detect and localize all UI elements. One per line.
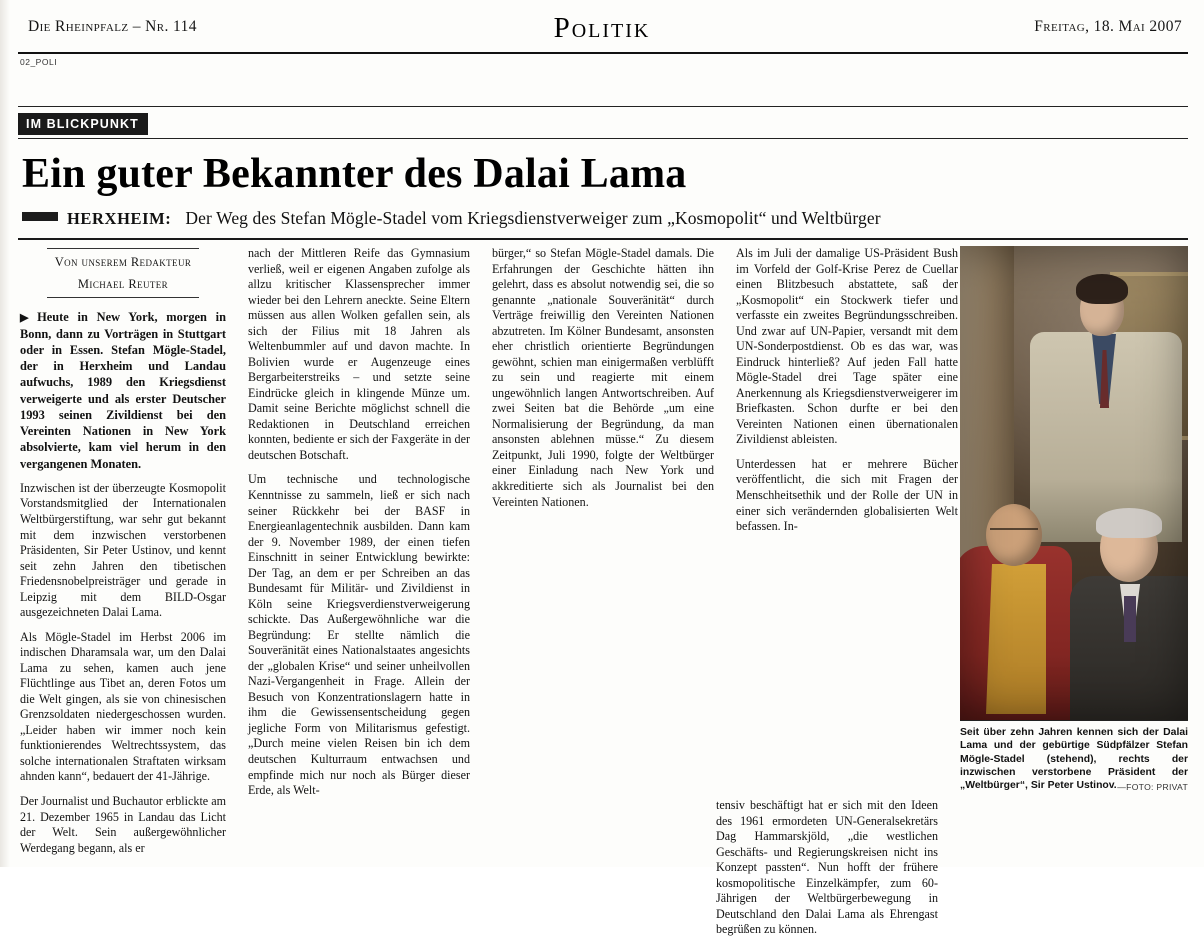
paragraph: Als im Juli der damalige US-Präsident Bush im Vorfeld der Golf-Krise Perez de Cuellar einen Blitzbesuch abstattete, saß der „Kosmopolit“ ein Stockwerk tiefer und verfasste ein zweites Begründungsschreiben. Und zwar auf UN-Papier, versandt mit dem UN-Sonderpostdienst. Ob es das war, was Eindruck hinterließ? Auf jeden Fall hatte Mögle-Stadel drei Tage später eine Anerkennung als Kriegsdienstverweigerer im Briefkasten. Schon durfte er bei den Vereinten Nationen einen übernationalen Zivildienst ableisten. bbox=[736, 246, 958, 447]
subhead: Der Weg des Stefan Mögle-Stadel vom Kriegsdienstverweiger zum „Kosmopolit“ und Weltbürger bbox=[185, 208, 881, 228]
byline-author: Michael Reuter bbox=[77, 276, 169, 291]
masthead-rule bbox=[18, 52, 1188, 54]
photo-credit: —FOTO: PRIVAT bbox=[1117, 782, 1188, 792]
section-label: IM BLICKPUNKT bbox=[18, 113, 148, 135]
lead-text: Heute in New York, morgen in Bonn, dann zu Vorträgen in Stuttgart oder in Essen. Stefan Mögle-Stadel, der in Herxheim und Landau aufwuchs, 1989 den Kriegsdienst verweigerte und als erster Deutscher 1993 seinen Zivildienst bei den Vereinten Nationen in New York absolvierte, kam viel herum in den vergangenen Monaten. bbox=[20, 310, 226, 471]
byline-role: Von unserem Redakteur bbox=[54, 255, 192, 269]
paragraph: Der Journalist und Buchautor erblickte am 21. Dezember 1965 in Landau das Licht der Welt. Sein außergewöhnlicher Werdegang begann, als er bbox=[20, 794, 226, 855]
dateline: HERXHEIM: bbox=[67, 209, 172, 228]
lead-paragraph bbox=[20, 309, 226, 472]
photo-caption: Seit über zehn Jahren kennen sich der Dalai Lama und der gebürtige Südpfälzer Stefan Mögle-Stadel (stehend), rechts der inzwischen verstorbene Präsident der „Weltbürger“, Sir Peter Ustinov. bbox=[960, 727, 1188, 792]
paragraph: Um technische und technologische Kenntnisse zu sammeln, ließ er sich nach seiner Rückkehr bei der BASF in Energieanlagentechnik ausbilden. Dann kam der 9. November 1989, der einen tiefen Einschnitt in seiner Entwicklung bewirkte: Der Tag, an dem er per Schreiben an das Bundesamt für Militär- und Zivildienst in Köln seine Kriegsverdienstverweigerung schickte. Das Außergewöhnliche war die Begründung: Er stellte nämlich die Souveränität eines Nationalstaates angesichts der „globalen Krise“ und seiner unheilvollen Nazi-Vergangenheit in Frage. Allein der Besuch von Konzentrationslagern hatte in ihm die Gewissensentscheidung gegen jegliche Form von Militarismus gefestigt. „Durch meine vielen Reisen bin ich dem deutschen Kulturraum entwachsen und empfinde mich nur noch als Bürger dieser Erde, als Welt- bbox=[248, 472, 470, 798]
page-code: 02_POLI bbox=[20, 57, 58, 67]
paragraph: tensiv beschäftigt hat er sich mit den Ideen des 1961 ermordeten UN-Generalsekretärs Dag Hammarskjöld, „die westlichen Geschäfts- und Regierungskreisen nicht ins Konzept passten“. Nun hofft der frühere kosmopolitische Einzelkämpfer, zum 60-Jährigen der Weltbürgerbewegung in Deutschland den Dalai Lama als Ehrengast begrüßen zu können. bbox=[716, 798, 938, 937]
section-rule-bottom bbox=[18, 138, 1188, 139]
column-4-bottom bbox=[716, 798, 938, 938]
subhead-rule bbox=[18, 238, 1188, 240]
byline-rule-bottom bbox=[47, 297, 199, 298]
article-photo bbox=[960, 246, 1188, 720]
masthead-issue: Die Rheinpfalz – Nr. 114 bbox=[28, 18, 197, 35]
column-3 bbox=[492, 246, 714, 519]
subhead-row bbox=[22, 208, 1187, 234]
paragraph: bürger,“ so Stefan Mögle-Stadel damals. Die Erfahrungen der Geschichte hätten ihn gelehrt, dass es absolut notwendig sei, die so genannte „nationale Souveränität“ durch Verträge freiwillig den Vereinten Nationen abzutreten. Im Kölner Bundesamt, ansonsten eher christlich orientierte Begründungen gewöhnt, schien man einigermaßen verblüfft zu sein und reagierte mit einem ungewöhnlich langen Antwortschreiben. Auf zwei Seiten bat die Behörde „um eine Normalisierung der Begründung, da man ansonsten ablehnen müsse.“ Zu diesem Zeitpunkt, Juli 1990, folgte der Weltbürger einer Einladung nach New York und akkreditierte sich als Journalist bei den Vereinten Nationen. bbox=[492, 246, 714, 509]
article-body-bottom bbox=[716, 798, 1188, 937]
photo-image bbox=[960, 246, 1188, 720]
paragraph: nach der Mittleren Reife das Gymnasium verließ, weil er eigenen Angaben zufolge als allzu kritischer Klassensprecher immer wieder bei den Lehrern aneckte. Seine Eltern müssen aus allen Wolken gefallen sein, als sich der Filius mit 18 Jahren als Weltenbummler auf und davon machte. In Bolivien wurde er Augenzeuge eines Bergarbeiterstreiks – und setzte seine Eindrücke gleich in klingende Münze um. Damit seine Berichte möglichst schnell die Redaktionen in Deutschland erreichen konnten, bediente er sich der Faxgeräte in der deutschen Botschaft. bbox=[248, 246, 470, 462]
paragraph: Unterdessen hat er mehrere Bücher veröffentlicht, die sich mit Fragen der Menschheitsethik und der Rolle der UN in einer sich verändernden globalisierten Welt befassen. In- bbox=[736, 456, 958, 534]
column-2 bbox=[248, 246, 470, 808]
caption-rule bbox=[960, 720, 1188, 721]
paragraph: Als Mögle-Stadel im Herbst 2006 im indischen Dharamsala war, um den Dalai Lama zu sehen, kamen auch jene Flüchtlinge aus Tibet an, deren Fotos um die Welt gingen, als sie von chinesischen Grenzsoldaten niedergeschossen wurden. „Leider haben wir immer noch kein funktionierendes Weltrechtssystem, das solche internationalen Straftaten wirksam ahnden kann“, bedauert der 41-Jährige. bbox=[20, 629, 226, 784]
masthead-date: Freitag, 18. Mai 2007 bbox=[1034, 18, 1182, 35]
page-title: Ein guter Bekannter des Dalai Lama bbox=[22, 151, 687, 197]
section-rule-top bbox=[18, 106, 1188, 107]
masthead bbox=[0, 12, 1204, 52]
lead-arrow-icon: ▶ bbox=[20, 312, 35, 325]
scan-edge bbox=[0, 0, 10, 867]
photo-vignette bbox=[960, 246, 1188, 720]
column-4 bbox=[736, 246, 958, 544]
dateline-marker-icon bbox=[22, 212, 58, 221]
paragraph: Inzwischen ist der überzeugte Kosmopolit Vorstandsmitglied der Internationalen Weltbürgerstiftung, war sehr gut bekannt mit dem inzwischen verstorbenen Präsidenten, Sir Peter Ustinov, und kennt seit zehn Jahren den tibetischen Friedensnobelpreisträger und gerade in Leipzig mit dem BILD-Osgar ausgezeichneten Dalai Lama. bbox=[20, 480, 226, 620]
masthead-section-title: Politik bbox=[553, 12, 651, 44]
column-1 bbox=[20, 246, 226, 865]
byline-rule-top bbox=[47, 248, 199, 249]
